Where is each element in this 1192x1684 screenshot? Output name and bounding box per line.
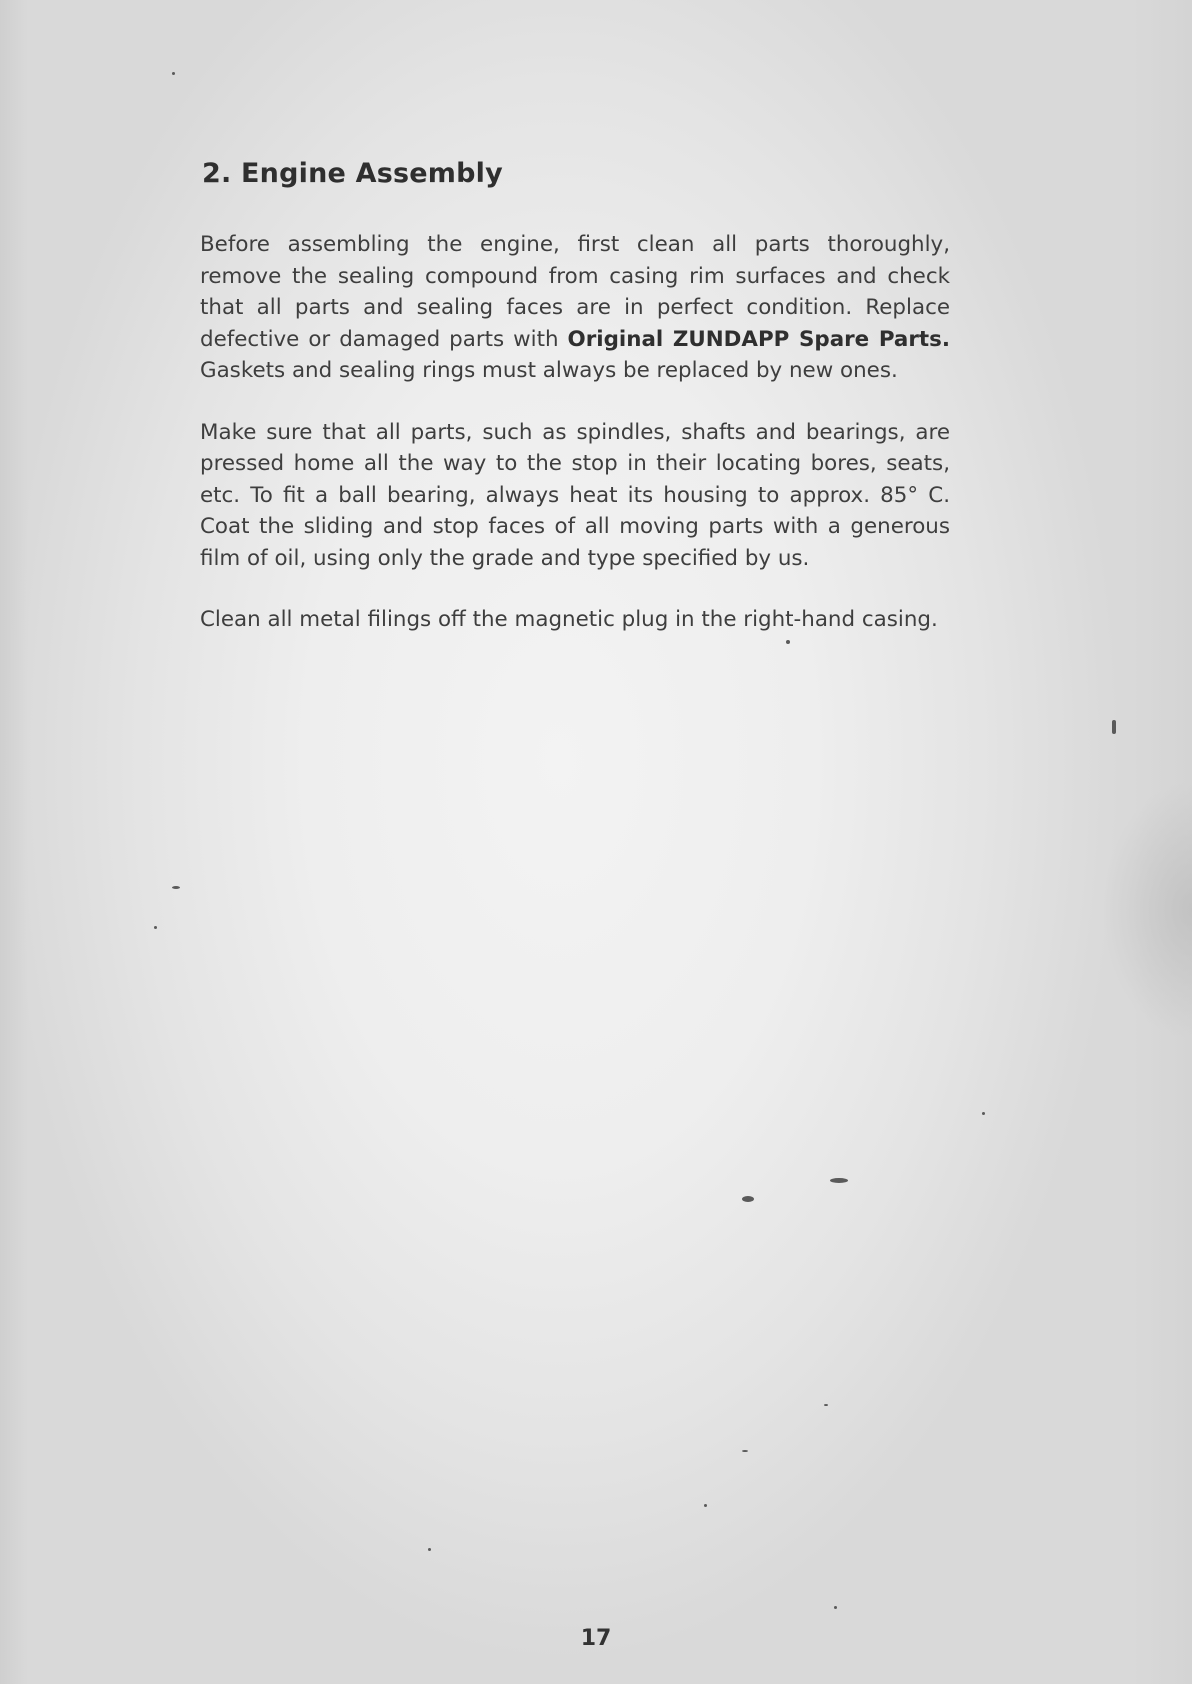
page-number: 17: [580, 1626, 612, 1651]
page-smudge: [1102, 780, 1192, 1040]
paragraph-magnetic-plug: Clean all metal filings off the magnetic plug in the right-hand casing.: [200, 607, 938, 632]
page-edge-shadow-left: [0, 0, 28, 1684]
scan-speck: [824, 1404, 828, 1406]
paragraph-preparation: [200, 229, 950, 387]
scan-speck: [154, 926, 157, 929]
scan-speck: [172, 72, 175, 75]
scan-speck: [172, 886, 180, 889]
scan-speck: [742, 1196, 754, 1202]
paragraph-text: Before assembling the engine, first clean all parts thoroughly, remove the sealing compound from casing rim surfaces and check that all parts and sealing faces are in perfect condition. Replace defective or damaged parts with: [200, 232, 950, 352]
scan-speck: [704, 1504, 707, 1507]
scan-speck: [428, 1548, 431, 1551]
scan-speck: [742, 1450, 748, 1452]
paragraph-fitting: Make sure that all parts, such as spindles, shafts and bearings, are pressed home all the way to the stop in their locating bores, seats, etc. To fit a ball bearing, always heat its housing to approx. 85° C. Coat the sliding and stop faces of all moving parts with a generous film of oil, using only the grade and type specified by us.: [200, 419, 950, 571]
scan-speck: [834, 1606, 837, 1609]
section-heading: 2. Engine Assembly: [202, 158, 503, 189]
document-body: [200, 158, 950, 666]
paragraph-text: Gaskets and sealing rings must always be replaced by new ones.: [200, 358, 898, 383]
scan-speck: [982, 1112, 985, 1115]
scan-speck: [1112, 720, 1116, 734]
emphasis-spare-parts: Original ZUNDAPP Spare Parts.: [567, 326, 951, 352]
scan-speck: [830, 1178, 848, 1183]
